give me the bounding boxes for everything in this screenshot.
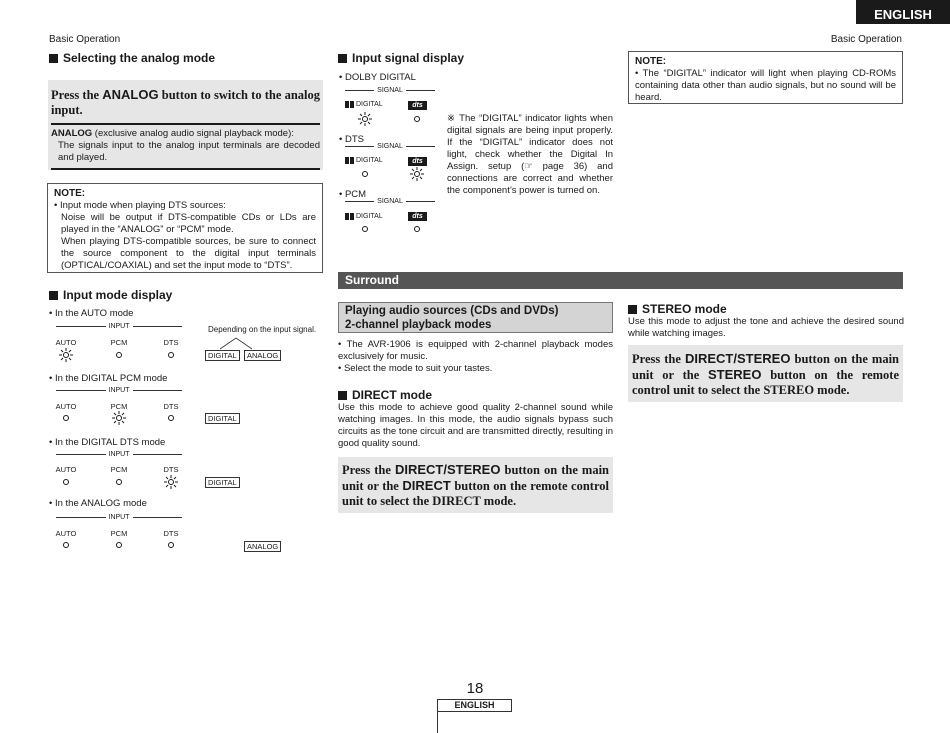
language-tab [856,0,950,24]
note-title: NOTE: [54,188,86,199]
dolby-digital-logo: DIGITAL [345,101,383,108]
surround-bar: Surround [338,272,903,289]
unlit-lamp-icon [116,542,122,548]
header-left: Basic Operation [49,34,121,45]
input-mode-heading [49,288,172,302]
direct-mode-desc: Use this mode to achieve good quality 2-channel sound while watching images. In this mode, the audio signals bypass such circuits as the tone circuit and are transmitted directly, resulting in good quality sound. [338,402,613,449]
unlit-lamp-icon [63,542,69,548]
unlit-lamp-icon [168,542,174,548]
digital-indicator-note: ※ The “DIGITAL” indicator lights when digital signals are being input properly. If the “DIGITAL” indicator does not light, check whether the Digital In Assign. setup (☞ page 36) and connections are correct and whether the component’s power is turned on. [447,113,613,196]
input-rule: INPUT [56,514,182,521]
signal-rule: SIGNAL [345,143,435,150]
stereo-mode-desc: Use this mode to adjust the tone and achieve the desired sound while watching images. [628,316,904,339]
dolby-digital-logo: DIGITAL [345,157,383,164]
square-bullet-icon [338,391,347,400]
signal-pcm-label: • PCM [339,189,367,200]
analog-desc-body: The signals input to the analog input terminals are decoded and played. [58,140,320,163]
depending-note: Depending on the input signal. [208,325,317,334]
analog-indicator: ANALOG [244,350,281,361]
dts-logo: dts [408,212,427,221]
square-bullet-icon [49,291,58,300]
footer-rule [437,712,438,733]
dolby-icon [345,157,354,164]
analog-press-text: Press the ANALOG button to switch to the analog input. [51,87,320,117]
dolby-icon [345,213,354,220]
dts-logo: dts [408,157,427,166]
mode-auto-label: • In the AUTO mode [49,308,134,319]
page-number: 18 [466,680,484,697]
input-signal-heading [338,51,464,65]
signal-dts-label: • DTS [339,134,364,145]
unlit-lamp-icon [116,352,122,358]
note-title: NOTE: [635,56,667,67]
analog-keyword: ANALOG [102,87,159,102]
unlit-lamp-icon [414,116,420,122]
mode-dts-label: • In the DIGITAL DTS mode [49,437,166,448]
analog-indicator: ANALOG [244,541,281,552]
input-mode-title: Input mode display [63,288,173,302]
mode-pcm-label: • In the DIGITAL PCM mode [49,373,168,384]
stereo-mode-title: STEREO mode [642,302,727,316]
digital-indicator: DIGITAL [205,477,240,488]
lit-lamp-icon [358,112,372,126]
unlit-lamp-icon [168,352,174,358]
digital-indicator: DIGITAL [205,350,240,361]
signal-rule: SIGNAL [345,198,435,205]
dts-logo: dts [408,101,427,110]
playing-sources-box: Playing audio sources (CDs and DVDs) 2-channel playback modes [338,302,613,333]
input-rule: INPUT [56,323,182,330]
square-bullet-icon [628,305,637,314]
unlit-lamp-icon [414,226,420,232]
signal-dolby-label: • DOLBY DIGITAL [339,72,416,83]
analog-instruction-box [48,80,323,170]
stereo-mode-heading [628,302,727,316]
direct-instruction-box: Press the DIRECT/STEREO button on the main unit or the DIRECT button on the remote control unit to select the DIRECT mode. [338,457,613,513]
lit-lamp-icon [59,348,73,362]
language-tab-label: ENGLISH [874,7,932,22]
unlit-lamp-icon [63,415,69,421]
divider [51,168,320,170]
signal-rule: SIGNAL [345,87,435,94]
unlit-lamp-icon [63,479,69,485]
input-rule: INPUT [56,451,182,458]
unlit-lamp-icon [168,415,174,421]
lit-lamp-icon [112,411,126,425]
footer-language-box: ENGLISH [437,699,512,712]
unlit-lamp-icon [362,171,368,177]
input-rule: INPUT [56,387,182,394]
mode-analog-label: • In the ANALOG mode [49,498,147,509]
branch-lines-icon [218,336,254,350]
direct-mode-title: DIRECT mode [352,388,433,402]
lit-lamp-icon [164,475,178,489]
square-bullet-icon [49,54,58,63]
analog-desc: ANALOG (exclusive analog audio signal playback mode): The signals input to the analog input terminals are decoded and played. [51,128,320,163]
dolby-digital-logo: DIGITAL [345,213,383,220]
square-bullet-icon [338,54,347,63]
input-signal-title: Input signal display [352,51,465,65]
analog-section-heading [49,51,215,65]
direct-mode-heading [338,388,432,402]
digital-indicator: DIGITAL [205,413,240,424]
unlit-lamp-icon [362,226,368,232]
analog-section-title: Selecting the analog mode [63,51,216,65]
note-dts-input: NOTE: • Input mode when playing DTS sources: Noise will be output if DTS-compatible CDs or LDs are played in the “ANALOG” or “PCM” mode. When playing DTS-compatible sources, be sure to connect the source component to the digital input terminals (OPTICAL/COAXIAL) and set the input mode to “DTS”. [47,183,323,273]
surround-bullets: • The AVR-1906 is equipped with 2-channel playback modes exclusively for music. • Select the mode to suit your tastes. [338,339,613,374]
header-right: Basic Operation [830,34,902,45]
note-cdrom: NOTE: • The “DIGITAL” indicator will light when playing CD-ROMs containing data other than audio signals, but no sound will be heard. [628,51,903,104]
stereo-instruction-box: Press the DIRECT/STEREO button on the main unit or the STEREO button on the remote control unit to select the STEREO mode. [628,345,903,402]
lit-lamp-icon [410,167,424,181]
dolby-icon [345,101,354,108]
unlit-lamp-icon [116,479,122,485]
